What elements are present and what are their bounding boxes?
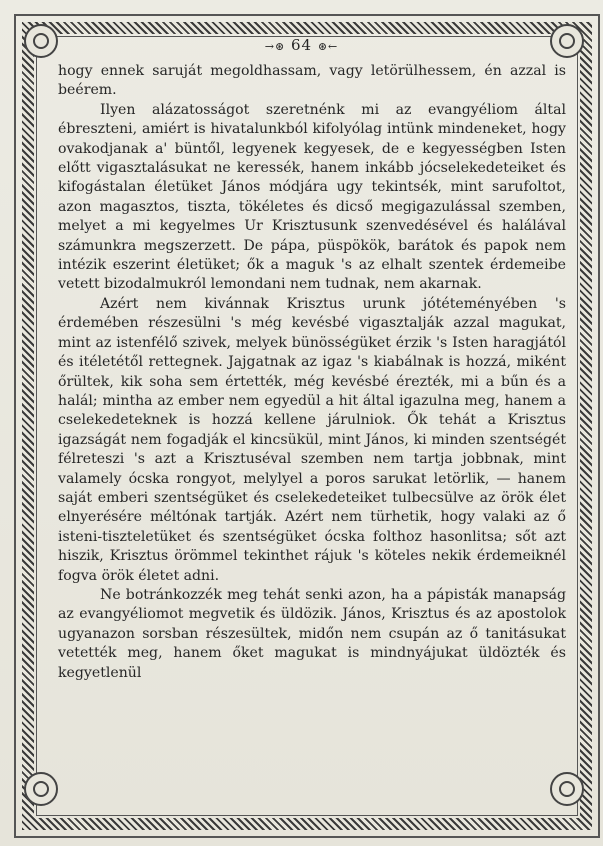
body-text bbox=[58, 62, 566, 683]
header-left-ornament: →⊛ bbox=[264, 40, 286, 53]
header-right-ornament: ⊛← bbox=[317, 40, 339, 53]
paragraph: Ne botránkozzék meg tehát senki azon, ha a pápisták manapság az evangyéliomot megvetik és üldözik. János, Krisztus és az apostolok ugyanazon sorsban részesültek, midőn nem csupán az ő tanitásukat vetették meg, hanem őket magukat is mindnyájukat üldözték és kegyetlenül bbox=[58, 586, 566, 681]
paragraph-continuation: hogy ennek saruját megoldhassam, vagy letörülhessem, én azzal is beérem. bbox=[58, 63, 566, 99]
corner-ornament-bottom-right bbox=[550, 772, 584, 806]
paragraph: Ilyen alázatosságot szeretnénk mi az evangyéliom által ébreszteni, amiért is hivatalunkból kifolyólag intünk mindeneket, hogy ovakodjanak a' büntől, legyenek kegyesek, de e kegyességben Isten előtt vigasztalásukat ne keressék, hanem inkább jócselekedeteiket és kifogástalan életüket János módjára ugy tekintsék, mint sarufoltot, azon magasztos, tiszta, tökéletes és dicső megigazulással szemben, melyet a mi kegyelmes Ur Krisztusunk szenvedésével és halálával számunkra megszerzett. De pápa, püspökök, barátok és papok nem intézik eszerint életüket; ők a maguk 's az elhalt szentek érdemeibe vetett bizodalmukról lemondani nem tudnak, nem akarnak. bbox=[58, 101, 566, 293]
corner-ornament-bottom-left bbox=[24, 772, 58, 806]
page-number: 64 bbox=[290, 36, 313, 54]
page-header bbox=[0, 36, 603, 54]
paragraph: Azért nem kivánnak Krisztus urunk jótéteményében 's érdemében részesülni 's még kevésbé vigasztalják azzal magukat, mint az istenfélő szivek, melyek bünösségüket érzik 's Isten haragjától és itéletétől rettegnek. Jajgatnak az igaz 's kiabálnak is hozzá, miként őrültek, kik soha sem értették, még kevésbé érezték, mi a bűn és a halál; mintha az ember nem egyedül a hit által igazulna meg, hanem a cselekedeteknek is hozzá kellene járulniok. Ők tehát a Krisztus igazságát nem fogadják el kincsükül, mint János, ki minden szentségét félreteszi 's azt a Krisztuséval szemben nem tartja jobbnak, mint valamely ócska rongyot, melylyel a poros sarukat letörlik, — hanem saját emberi szentségüket és cselekedeteiket tulbecsülve az örök élet elnyerésére méltónak tartják. Azért nem türhetik, hogy valaki az ő isteni-tiszteletüket és szentségüket ócska folthoz hasonlitsa; sőt azt hiszik, Krisztus örömmel tekinthet rájuk 's köteles nekik érdemeiknél fogva örök életet adni. bbox=[58, 295, 566, 584]
